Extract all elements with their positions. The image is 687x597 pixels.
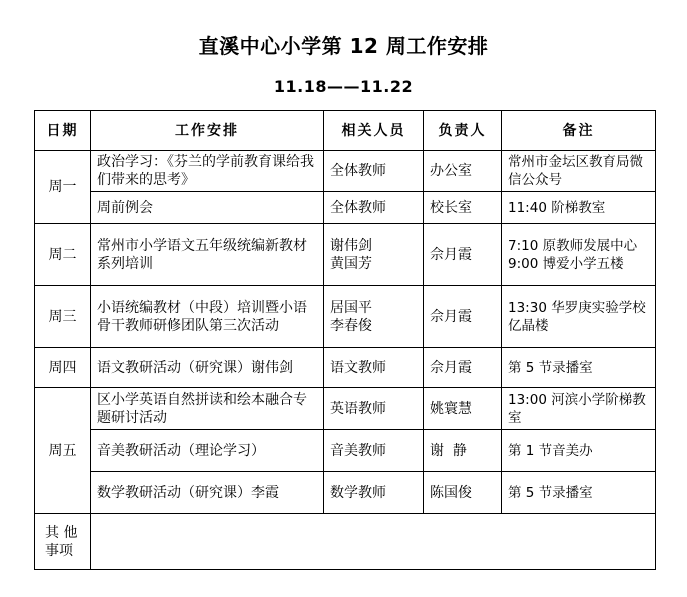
people-cell: 谢伟剑 黄国芳 xyxy=(324,224,424,286)
note-cell: 常州市金坛区教育局微信公众号 xyxy=(502,151,656,192)
header-task: 工作安排 xyxy=(91,111,324,151)
table-row xyxy=(35,151,656,192)
date-range: 11.18——11.22 xyxy=(273,77,414,96)
owner-cell: 办公室 xyxy=(424,151,502,192)
people-cell: 语文教师 xyxy=(324,348,424,388)
day-cell: 周二 xyxy=(35,224,91,286)
header-owner: 负责人 xyxy=(424,111,502,151)
header-people: 相关人员 xyxy=(324,111,424,151)
table-row xyxy=(35,348,656,388)
day-cell: 周一 xyxy=(35,151,91,224)
owner-cell: 佘月霞 xyxy=(424,348,502,388)
people-cell: 音美教师 xyxy=(324,430,424,472)
note-cell: 第 5 节录播室 xyxy=(502,348,656,388)
note-cell: 11:40 阶梯教室 xyxy=(502,192,656,224)
owner-cell: 校长室 xyxy=(424,192,502,224)
task-cell: 周前例会 xyxy=(91,192,324,224)
task-cell: 音美教研活动（理论学习） xyxy=(91,430,324,472)
note-cell: 7:10 原教师发展中心 9:00 博爱小学五楼 xyxy=(502,224,656,286)
day-cell: 周四 xyxy=(35,348,91,388)
note-cell: 第 5 节录播室 xyxy=(502,472,656,514)
people-cell: 英语教师 xyxy=(324,388,424,430)
note-cell: 13:00 河滨小学阶梯教室 xyxy=(502,388,656,430)
task-cell: 常州市小学语文五年级统编新教材系列培训 xyxy=(91,224,324,286)
day-cell: 周三 xyxy=(35,286,91,348)
owner-cell: 姚寰慧 xyxy=(424,388,502,430)
header-date: 日期 xyxy=(35,111,91,151)
other-label: 其 他 事项 xyxy=(35,514,91,570)
owner-cell: 陈国俊 xyxy=(424,472,502,514)
other-content xyxy=(91,514,656,570)
owner-cell: 谢 静 xyxy=(424,430,502,472)
task-cell: 区小学英语自然拼读和绘本融合专题研讨活动 xyxy=(91,388,324,430)
table-row xyxy=(35,430,656,472)
schedule-table xyxy=(34,110,656,570)
owner-cell: 佘月霞 xyxy=(424,286,502,348)
table-row xyxy=(35,224,656,286)
table-row xyxy=(35,388,656,430)
people-cell: 全体教师 xyxy=(324,192,424,224)
table-row xyxy=(35,192,656,224)
owner-cell: 佘月霞 xyxy=(424,224,502,286)
people-cell: 全体教师 xyxy=(324,151,424,192)
header-note: 备注 xyxy=(502,111,656,151)
other-row xyxy=(35,514,656,570)
page-title: 直溪中心小学第 12 周工作安排 xyxy=(198,34,489,58)
note-cell: 第 1 节音美办 xyxy=(502,430,656,472)
task-cell: 数学教研活动（研究课）李霞 xyxy=(91,472,324,514)
table-row xyxy=(35,472,656,514)
note-cell: 13:30 华罗庚实验学校亿晶楼 xyxy=(502,286,656,348)
task-cell: 语文教研活动（研究课）谢伟剑 xyxy=(91,348,324,388)
task-cell: 政治学习：《芬兰的学前教育课给我们带来的思考》 xyxy=(91,151,324,192)
people-cell: 数学教师 xyxy=(324,472,424,514)
task-cell: 小语统编教材（中段）培训暨小语骨干教师研修团队第三次活动 xyxy=(91,286,324,348)
day-cell: 周五 xyxy=(35,388,91,514)
table-row xyxy=(35,286,656,348)
people-cell: 居国平 李春俊 xyxy=(324,286,424,348)
table-header-row xyxy=(35,111,656,151)
